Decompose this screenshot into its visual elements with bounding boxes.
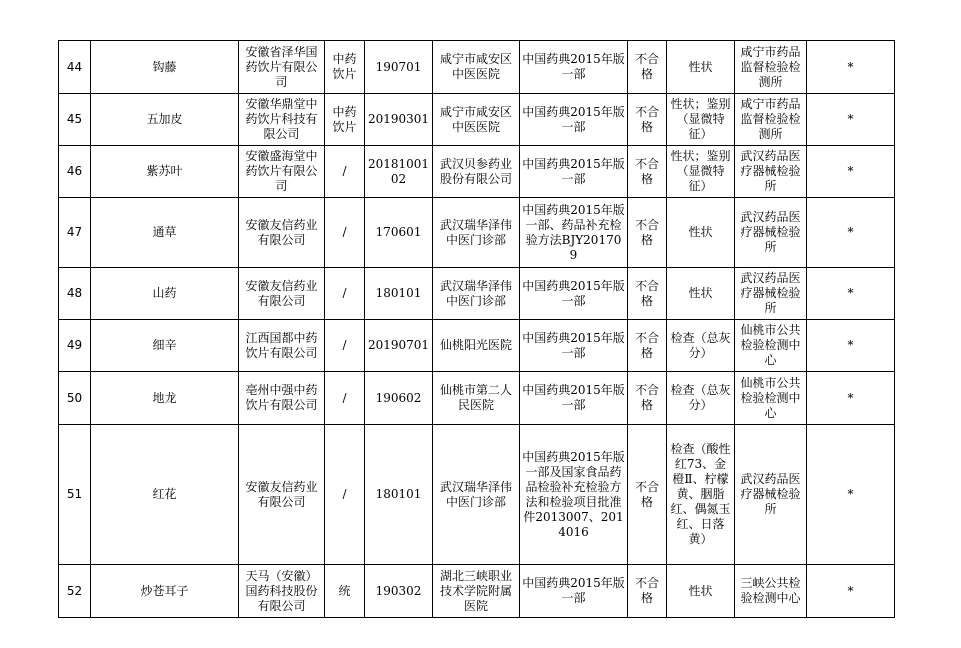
remark: * [807,565,895,618]
inspection-agency: 咸宁市药品监督检验检测所 [735,94,807,146]
sampled-unit: 仙桃市第二人民医院 [433,372,520,425]
row-number: 48 [59,268,91,320]
test-result: 不合格 [628,41,667,94]
specification: / [325,425,365,565]
test-result: 不合格 [628,198,667,268]
manufacturer: 安徽盛海堂中药饮片有限公司 [239,146,325,198]
test-result: 不合格 [628,320,667,372]
row-number: 44 [59,41,91,94]
batch-number: 2018100102 [365,146,433,198]
test-standard: 中国药典2015年版一部 [520,41,628,94]
specification: / [325,146,365,198]
remark: * [807,41,895,94]
sampled-unit: 咸宁市咸安区中医医院 [433,94,520,146]
failed-item: 性状；鉴别（显微特征） [667,94,735,146]
sampled-unit: 武汉瑞华泽伟中医门诊部 [433,268,520,320]
specification: / [325,372,365,425]
table-row [59,94,895,146]
row-number: 47 [59,198,91,268]
inspection-agency: 武汉药品医疗器械检验所 [735,146,807,198]
product-name: 炒苍耳子 [91,565,239,618]
product-name: 山药 [91,268,239,320]
test-result: 不合格 [628,425,667,565]
table-row [59,425,895,565]
manufacturer: 安徽友信药业有限公司 [239,198,325,268]
failed-item: 检查（总灰分） [667,320,735,372]
remark: * [807,94,895,146]
batch-number: 170601 [365,198,433,268]
batch-number: 20190701 [365,320,433,372]
sampled-unit: 湖北三峡职业技术学院附属医院 [433,565,520,618]
inspection-agency: 武汉药品医疗器械检验所 [735,425,807,565]
row-number: 46 [59,146,91,198]
specification: 中药饮片 [325,94,365,146]
test-standard: 中国药典2015年版一部 [520,320,628,372]
table-row [59,146,895,198]
manufacturer: 安徽友信药业有限公司 [239,425,325,565]
specification: / [325,320,365,372]
inspection-agency: 仙桃市公共检验检测中心 [735,320,807,372]
manufacturer: 江西国都中药饮片有限公司 [239,320,325,372]
test-standard: 中国药典2015年版一部 [520,94,628,146]
sampled-unit: 武汉瑞华泽伟中医门诊部 [433,198,520,268]
batch-number: 180101 [365,425,433,565]
remark: * [807,268,895,320]
inspection-agency: 仙桃市公共检验检测中心 [735,372,807,425]
failed-item: 性状 [667,565,735,618]
sampled-unit: 咸宁市咸安区中医医院 [433,41,520,94]
test-standard: 中国药典2015年版一部 [520,565,628,618]
failed-item: 性状 [667,268,735,320]
inspection-agency: 武汉药品医疗器械检验所 [735,268,807,320]
remark: * [807,198,895,268]
manufacturer: 安徽友信药业有限公司 [239,268,325,320]
inspection-results-table [58,40,895,618]
table-row [59,372,895,425]
manufacturer: 安徽省泽华国药饮片有限公司 [239,41,325,94]
batch-number: 190701 [365,41,433,94]
row-number: 49 [59,320,91,372]
batch-number: 190302 [365,565,433,618]
sampled-unit: 武汉瑞华泽伟中医门诊部 [433,425,520,565]
row-number: 45 [59,94,91,146]
failed-item: 检查（酸性红73、金橙Ⅱ、柠檬黄、胭脂红、偶氮玉红、日落黄） [667,425,735,565]
table-row [59,565,895,618]
table-row [59,41,895,94]
failed-item: 性状 [667,198,735,268]
product-name: 通草 [91,198,239,268]
specification: 中药饮片 [325,41,365,94]
table-row [59,320,895,372]
test-standard: 中国药典2015年版一部 [520,268,628,320]
sampled-unit: 仙桃阳光医院 [433,320,520,372]
test-result: 不合格 [628,565,667,618]
product-name: 红花 [91,425,239,565]
product-name: 细辛 [91,320,239,372]
test-result: 不合格 [628,268,667,320]
batch-number: 190602 [365,372,433,425]
row-number: 50 [59,372,91,425]
batch-number: 180101 [365,268,433,320]
remark: * [807,320,895,372]
product-name: 紫苏叶 [91,146,239,198]
product-name: 钩藤 [91,41,239,94]
test-standard: 中国药典2015年版一部、药品补充检验方法BJY201709 [520,198,628,268]
test-standard: 中国药典2015年版一部及国家食品药品检验补充检验方法和检验项目批准件2013007、2014016 [520,425,628,565]
specification: 统 [325,565,365,618]
row-number: 52 [59,565,91,618]
remark: * [807,372,895,425]
manufacturer: 安徽华鼎堂中药饮片科技有限公司 [239,94,325,146]
failed-item: 性状 [667,41,735,94]
table-row [59,198,895,268]
inspection-agency: 三峡公共检验检测中心 [735,565,807,618]
remark: * [807,146,895,198]
manufacturer: 天马（安徽）国药科技股份有限公司 [239,565,325,618]
specification: / [325,268,365,320]
test-standard: 中国药典2015年版一部 [520,146,628,198]
test-result: 不合格 [628,372,667,425]
failed-item: 性状；鉴别（显微特征） [667,146,735,198]
product-name: 地龙 [91,372,239,425]
manufacturer: 亳州中强中药饮片有限公司 [239,372,325,425]
sampled-unit: 武汉贝参药业股份有限公司 [433,146,520,198]
test-result: 不合格 [628,94,667,146]
product-name: 五加皮 [91,94,239,146]
test-result: 不合格 [628,146,667,198]
row-number: 51 [59,425,91,565]
inspection-agency: 咸宁市药品监督检验检测所 [735,41,807,94]
failed-item: 检查（总灰分） [667,372,735,425]
table-row [59,268,895,320]
inspection-agency: 武汉药品医疗器械检验所 [735,198,807,268]
batch-number: 20190301 [365,94,433,146]
test-standard: 中国药典2015年版一部 [520,372,628,425]
remark: * [807,425,895,565]
specification: / [325,198,365,268]
